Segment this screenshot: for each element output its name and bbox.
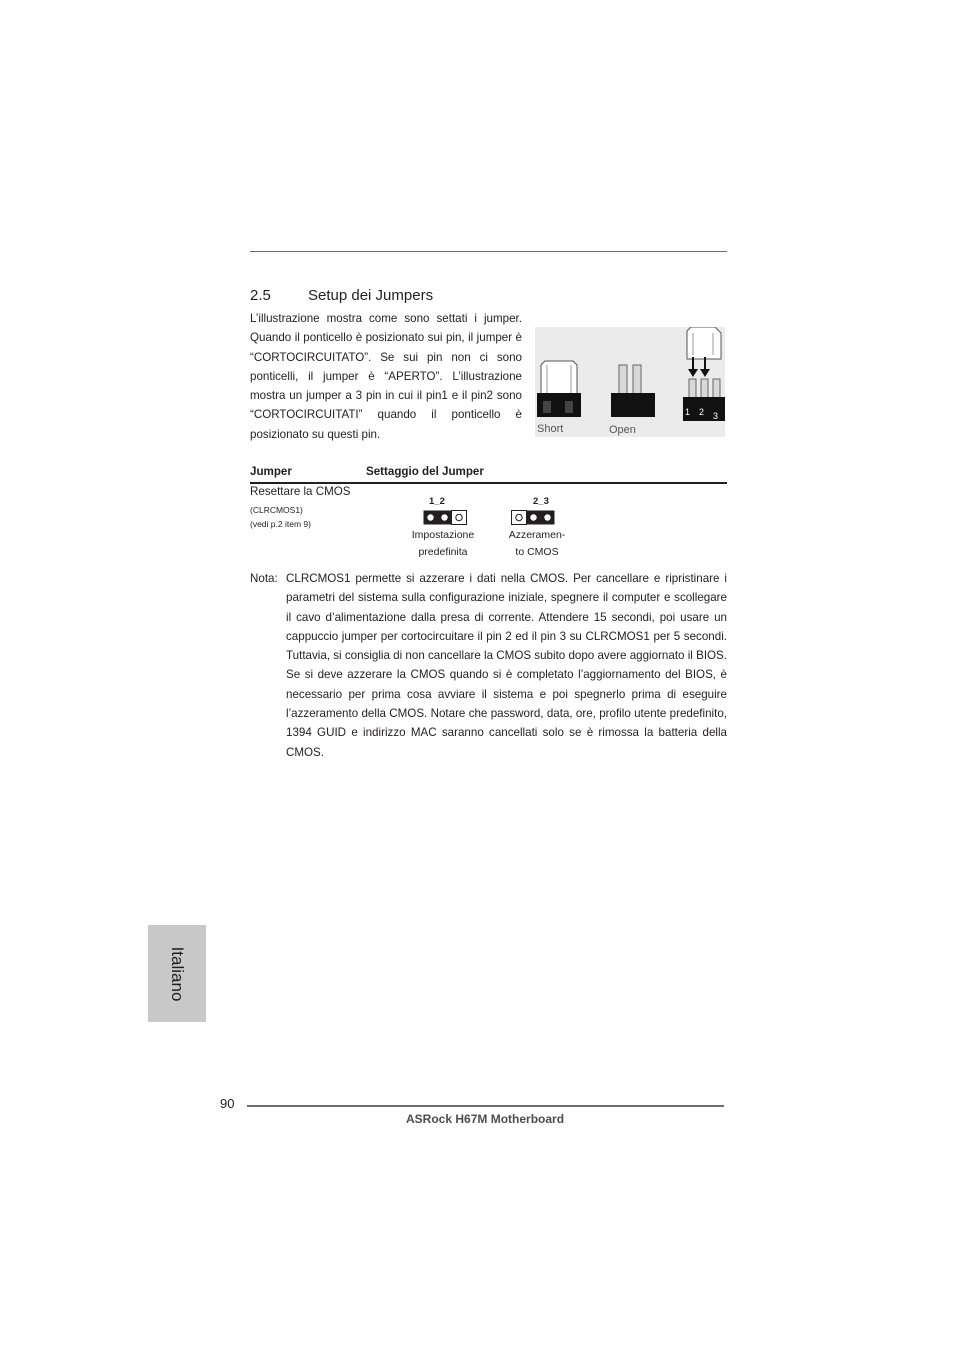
jumper-diagram [535,327,725,437]
pin-number-1: 1 [685,407,691,417]
jumper-1-2-graphic [423,510,467,525]
jumper-illustration [535,327,725,437]
default-caption-line2: predefinita [418,546,468,558]
short-jumper-graphic [537,361,581,417]
pin-number-2: 2 [699,407,705,417]
top-rule [250,251,727,252]
footer-rule [247,1105,724,1107]
language-label: Italiano [168,946,187,1001]
clear-caption-line2: to CMOS [515,546,559,558]
table-header-setting: Settaggio del Jumper [366,465,484,478]
note-body: CLRCMOS1 permette si azzerare i dati nella CMOS. Per cancellare e ripristinare i parametri del sistema sulla configurazione iniziale, spegnere il computer e scollegare il cavo d’alimentazione dalla presa di corrente. Attendere 15 secondi, poi usare un cappuccio jumper per cortocircuitare il pin 2 ed il pin 3 su CLRCMOS1 per 5 secondi. Tuttavia, si consiglia di non cancellare la CMOS subito dopo avere aggiornato il BIOS. Se si deve azzerare la CMOS quando si è completato l’aggiornamento del BIOS, è necessario per prima cosa avviare il sistema e poi spegnerlo prima di eseguire l’azzeramento della CMOS. Notare che password, data, ore, profilo utente predefinito, 1394 GUID e indirizzo MAC saranno cancellati solo se è rimossa la batteria della CMOS. [286,572,728,759]
section-number: 2.5 [250,287,271,304]
open-label: Open [609,424,636,436]
row-sub-ref: (vedi p.2 item 9) [250,519,311,529]
short-label: Short [537,423,564,435]
pins-label-1-2: 1_2 [429,496,445,507]
row-label-reset-cmos: Resettare la CMOS [250,485,351,498]
jumper-2-3-graphic [511,510,555,525]
default-caption-line1: Impostazione [411,529,475,541]
note-lead: Nota: [250,572,278,585]
language-side-tab [148,925,206,1022]
page-number: 90 [220,1096,235,1111]
row-sub-clrcmos: (CLRCMOS1) [250,505,303,515]
footer-title: ASRock H67M Motherboard [406,1112,565,1126]
pins-label-2-3: 2_3 [533,496,549,507]
table-header-jumper: Jumper [250,465,292,478]
pin-number-3: 3 [713,411,719,421]
clear-caption-line1: Azzeramen- [508,529,566,541]
intro-paragraph: L’illustrazione mostra come sono settati i jumper. Quando il ponticello è posizionato sui pin, il jumper è “CORTOCIRCUITATO”. Se sui pin non ci sono ponticelli, il jumper è “APERTO”. L’illustrazione mostra un jumper a 3 pin in cui il pin1 e il pin2 sono “CORTOCIRCUITATI” quando il ponticello è posizionato su questi pin. [250,312,522,441]
table-header-rule [250,482,727,484]
open-jumper-graphic [611,365,655,417]
section-title: Setup dei Jumpers [308,287,434,304]
